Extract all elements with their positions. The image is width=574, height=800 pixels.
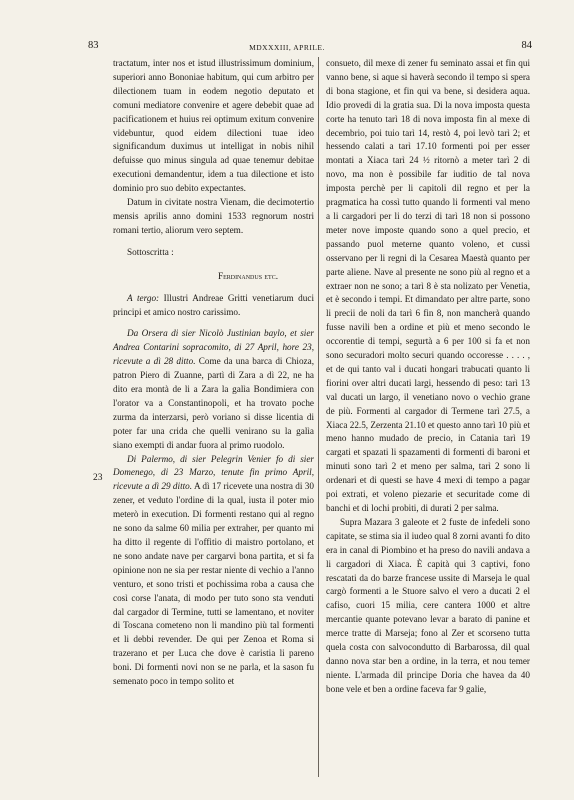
letter-body: A dì 17 ricevete una nostra di 30 zener, et veduto l'ordine di la qual, iusta il poter mio meterò in execution. Di formenti restano qui al regno ne sono da salme 60 milia per extraher, per quanto mi ha ditto il regente di l'offitio di maistro portolano, et ne sono andate nave per cargarvi bona partita, et si fa opinione non ne sia per restar niente di vechio a l'anno venturo, et sono tristi et pochissima roba a causa che così corse l'anata, di modo per tuto sono sta venduti dal cargador di Termine, tutti se lamentano, et noviter di Toscana cometeno non li mandino più tal formenti et li debbi revender. De qui per Zenoa et Roma si trazerano et per Luca che dove è caristia li pareno boni. Di formenti novi non se ne parla, et la sason fu semenato poco in tempo solito et [113,481,314,687]
letter-heading: Da Orsera di sier Nicolò Justinian baylo, et sier Andrea Contarini sopracomito, di 27 April, hore 23, ricevute a dì 28 ditto. [113,328,314,367]
paragraph: Datum in civitate nostra Vienam, die decimotertio mensis aprilis anno domini 1533 regnorum nostri romani tertio, aliorum vero septem. [113,197,314,235]
paragraph: Supra Mazara 3 galeote et 2 fuste de infedeli sono capitate, se stima sia il iudeo qual 8 zorni avanti fo dito era in canal di Piombino et ha preso do navili andava a li cargadori di Xiaca. È capità qui 3 captivi, fono rescatati da do barze francese ussite di Marseja le qual cargò formenti a le Stuore salvo el vero a ducati 2 el cafiso, cuori 15 milia, cere cantera 1000 et altre mercantie quante potevano levar a barato di panine et merce tratte di Marseja; fono al Zer et scorseno tutta quela costa con salvocondutto di Barbarossa, dil qual danno nova star ben a ordine, in la terra, et nou temer niente. L'armada dil principe Doria che havea da 40 bone vele et ben a ordine faceva far 9 galie, [326,516,530,694]
letter-body: Come da una barca di Chioza, patron Piero di Zuanne, partì di Zara a dì 22, ne ha dito era montà de li a Zara la galìa Bondimiera con l'orator va a Constantinopoli, et ha trovato poche zurma da interzarsi, però voriano si disse licentia di poter far una crida che quelli venirano su la galìa siano exempti di andar fuora al primo ruodolo. [113,356,315,450]
tergo-label: A tergo: [127,292,160,303]
tergo-text: Illustri Andreae Gritti venetiarum duci principi et amico nostro carissimo. [113,292,314,317]
column-divider [318,57,319,777]
letter-palermo [113,453,314,689]
sottoscritta-label: Sottoscritta : [127,246,174,257]
left-column [113,57,314,689]
letter-orsera [113,327,314,452]
right-column [326,57,530,697]
page-number-right: 84 [521,40,532,51]
signature-name: Ferdinandus etc. [217,270,278,281]
address-paragraph [113,292,314,320]
running-header: MDXXXIII, APRILE. [249,43,325,52]
page-number-left: 83 [88,40,99,51]
letter-heading: Di Palermo, di sier Pelegrin Venier fo di sier Domenego, di 23 Marzo, tenute fin primo April, ricevute a dì 29 ditto. [113,453,314,492]
paragraph: consueto, dil mexe di zener fu seminato assai et fin qui vanno bene, si aque si haverà secondo il tempo si spera di bona stagione, et fin qui va bene, si desidera aqua. Idio provedi di la gratia sua. Di la nova imposta questa corte ha tenuto tarì 18 di nova imposta fin al mexe di decembrio, poi tuio tarì 14, restò 4, poi levò tarì 2; et hessendo calati a tarì 17.10 formenti poi per esser montati a Xiaca tarì 24 ½ ritornò a meter tarì 2 di novo, ma non è possibile far iuditio de tal nova imposta perchè per li capitoli dil regno et per la pragmatica ha cossì tutto quando li formenti val meno a li cargadori per li do terzi di tarì 18 non si possono meter nove imposte quando sono a quel precio, et passando puol meterne quanto voleno, et cussì osservano per li regni di la Cesarea Maestà quanto per parte aliene. Nave al presente ne sono più al regno et a extraer non ne sono; a tarì 8 è sta nolizato per Venetia, et è secondo i tempi. Et dimandato per altre parte, sono li precii de noli da tarì 6 fin 8, non mancherà quando fusse navili ben a ordine et più et meno secondo le occorentie di tempi, segurtà a 6 per 100 si fa et non sono securadori molto securi quando occoresse . . . . , et de qui tanto val i ducati hongari trabucati quanto li fiorini over altri ducati largi, hessendo di peso: tarì 13 val ducati un largo, il venetiano novo o vechio grane de più. Formenti al cargador di Termene tarì 27.5, a Xiaca 22.5, Zerzenta 21.10 et questo anno tarì 10 più et meno hanno mudado de precio, in Catania tarì 19 cargati et spazati li spazamenti di formenti di baroni et minuti sono tarì 2 et meno per salma, tarì 2 sono li ordenari et di questi se have 4 mexi di tempo a pagar poi extrati, et voleno piezarie et securitade come di banchi et di lochi probiti, di durati 2 per salma. [326,58,530,513]
paragraph: tractatum, inter nos et istud illustrissimum dominium, superiori anno Bononiae habitum, qui cum arbitro per dilectionem tuam in eodem negotio deputato et comuni mediatore convenire et agere debebit quae ad pacificationem et huius rei optimum exitum convenire videbuntur, quod eidem dilectioni tuae ideo significandum duximus ut intelligat in nobis nihil defuisse quo minus singula ad quae tenemur debitae executioni demandentur, idem a tua dilectione et isto dominio pro suo debito expectantes. [113,58,314,194]
margin-number: 23 [93,473,103,483]
